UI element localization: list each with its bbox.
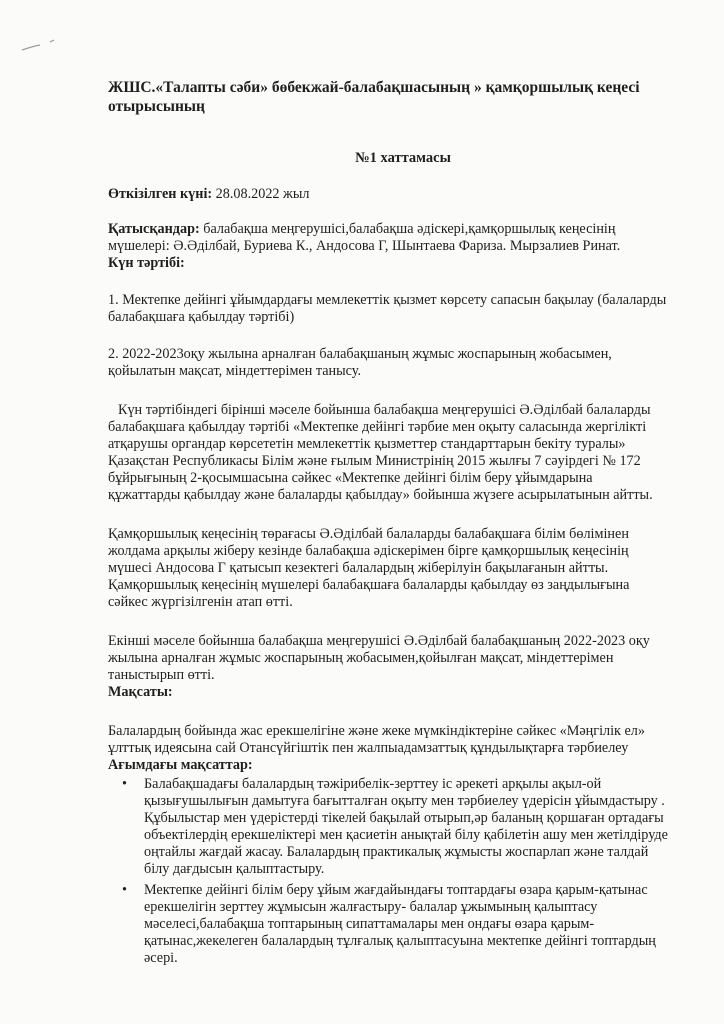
list-item [122, 776, 668, 878]
participants-value: балабақша меңгерушісі,балабақша әдіскері,қамқоршылық кеңесінің мүшелері: Ә.Әділбай, Буриева К., Андосова Г, Шынтаева Фариза. Мырзалиев Ринат. [108, 221, 621, 254]
protocol-number: №1 хаттамасы [355, 150, 451, 166]
bullet-icon: • [122, 776, 127, 792]
pen-mark [20, 36, 60, 56]
agenda-item: 1. Мектепке дейінгі ұйымдардағы мемлекеттік қызмет көрсету сапасын бақылау (балаларды балабақшаға қабылдау тәртібі) [108, 292, 667, 325]
paragraph: Күн тәртібіндегі бірінші мәселе бойынша балабақша меңгерушісі Ә.Әділбай балаларды балабақшаға қабылдау тәртібі «Мектепке дейінгі тәрбие мен оқыту саласында жергілікті атқарушы органдар көрсететін мемлекеттік қызметтер стандарттарын бекіту туралы» Қазақстан Республикасы Білім және ғылым Министрінің 2015 жылғы 7 сәуірдегі № 172 бұйрығының 2-қосымшасына сәйкес «Мектепке дейінгі білім беру ұйымдарына құжаттарды қабылдау және балаларды қабылдау» бойынша жүзеге асырылатынын айтты. [108, 402, 653, 503]
agenda-heading: Күн тәртібі: [108, 255, 185, 271]
tasks-list [108, 776, 668, 967]
meeting-date [108, 186, 668, 203]
goal-text: Балалардың бойында жас ерекшелігіне және жеке мүмкіндіктеріне сәйкес «Мәңгілік ел» ұлттық идеясына сай Отансүйгіштік пен жалпыадамзаттық құндылықтарға тәрбиелеу [108, 723, 645, 756]
participants [108, 221, 668, 255]
task-text: Балабақшадағы балалардың тәжірибелік-зерттеу іс әрекеті арқылы ақыл-ой қызығушылығын дамытуға бағытталған оқыту мен тәрбиелеу үдерісін ұйымдастыру . Құбылыстар мен үдерістерді тікелей бақылай отырып,әр баланың қоршаған ортадағы объектілердің ерекшеліктері мен қасиетін анықтай білу қабілетін ашу мен жетілдіруде оңтайлы жағдай жасау. Балалардың практикалық жұмысты жоспарлап және талдай білу дағдысын қалыптастыру. [144, 776, 668, 877]
document-title: ЖШС.«Талапты сәби» бөбекжай-балабақшасының » қамқоршылық кеңесі отырысының [108, 79, 640, 115]
paragraph: Қамқоршылық кеңесінің төрағасы Ә.Әділбай балаларды балабақшаға білім бөлімінен жолдама арқылы жіберу кезінде балабақша әдіскерімен бірге қамқоршылық кеңесінің мүшесі Андосова Г қатысып кезектегі балалардың жіберілуін бақылағанын айтты. Қамқоршылық кеңесінің мүшелері балабақшаға балаларды қабылдау өз заңдылығына сәйкес жүргізілгенін атап өтті. [108, 526, 630, 610]
list-item [122, 882, 668, 967]
tasks-heading: Ағымдағы мақсаттар: [108, 757, 253, 773]
agenda-item: 2. 2022-2023оқу жылына арналған балабақшаның жұмыс жоспарының жобасымен, қойылатын мақсат, міндеттерімен танысу. [108, 346, 612, 379]
document-body [108, 78, 668, 971]
task-text: Мектепке дейінгі білім беру ұйым жағдайындағы топтардағы өзара қарым-қатынас ерекшелігін зерттеу жұмысын жалғастыру- балалар ұжымының қалыптасу мәселесі,балабақша топтарының сипаттамалары мен ондағы өзара қарым-қатынас,жекелеген балалардың тұлғалық қалыптасуына мектепке дейінгі топтардың әсері. [144, 882, 656, 966]
goal-heading: Мақсаты: [108, 684, 173, 700]
participants-label: Қатысқандар: [108, 221, 200, 237]
bullet-icon: • [122, 882, 127, 898]
date-value: 28.08.2022 жыл [212, 186, 310, 202]
date-label: Өткізілген күні: [108, 186, 213, 202]
paragraph: Екінші мәселе бойынша балабақша меңгерушісі Ә.Әділбай балабақшаның 2022-2023 оқу жылына арналған жұмыс жоспарының жобасымен,қойылған мақсат, міндеттерімен таныстырып өтті. [108, 633, 650, 683]
